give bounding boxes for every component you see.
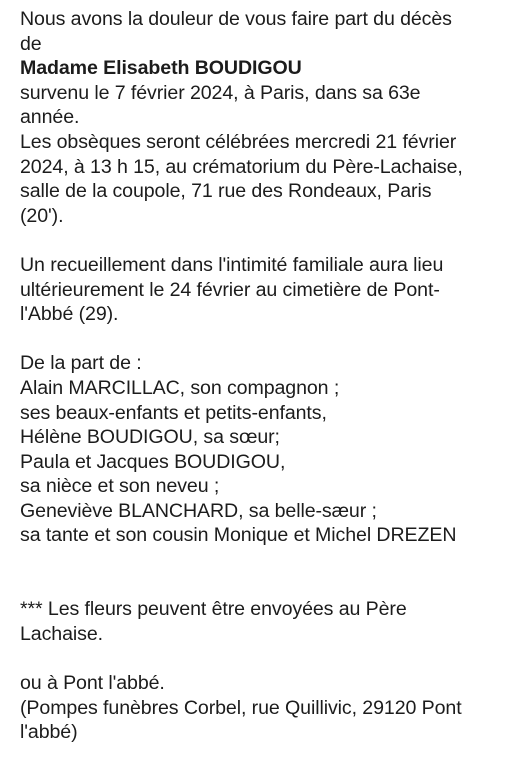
funeral-info-line: Les obsèques seront célébrées mercredi 21 février <box>20 130 457 153</box>
family-line: sa nièce et son neveu ; <box>20 475 220 498</box>
family-paragraph <box>20 351 520 548</box>
funeral-info-line: 2024, à 13 h 15, au crématorium du Père-Lachaise, <box>20 155 463 178</box>
gathering-info-line: ultérieurement le 24 février au cimetière de Pont- <box>20 278 440 301</box>
intro-line: de <box>20 32 42 55</box>
intro-paragraph <box>20 7 520 228</box>
death-info-line: survenu le 7 février 2024, à Paris, dans sa 63e <box>20 81 421 104</box>
flowers-paragraph <box>20 597 520 646</box>
deceased-name: Madame Elisabeth BOUDIGOU <box>20 57 302 80</box>
funeral-info-line: (20'). <box>20 204 64 227</box>
death-info-line: année. <box>20 106 80 129</box>
gathering-info-line: Un recueillement dans l'intimité familiale aura lieu <box>20 253 444 276</box>
flowers-info-line: *** Les fleurs peuvent être envoyées au Père <box>20 598 407 621</box>
spacer <box>20 646 520 671</box>
gathering-info-line: l'Abbé (29). <box>20 303 119 326</box>
alt-paragraph <box>20 671 520 745</box>
family-line: Geneviève BLANCHARD, sa belle-sæur ; <box>20 499 377 522</box>
spacer <box>20 548 520 597</box>
alt-info-line: ou à Pont l'abbé. <box>20 672 165 695</box>
spacer <box>20 228 520 253</box>
family-line: Alain MARCILLAC, son compagnon ; <box>20 376 340 399</box>
intro-line: Nous avons la douleur de vous faire part du décès <box>20 8 452 30</box>
alt-info-line: l'abbé) <box>20 721 78 744</box>
family-line: Paula et Jacques BOUDIGOU, <box>20 450 286 473</box>
family-line: sa tante et son cousin Monique et Michel DREZEN <box>20 524 457 547</box>
obituary-notice <box>20 7 520 745</box>
flowers-info-line: Lachaise. <box>20 622 103 645</box>
alt-info-line: (Pompes funèbres Corbel, rue Quillivic, 29120 Pont <box>20 696 462 719</box>
from-heading: De la part de : <box>20 352 142 375</box>
family-line: ses beaux-enfants et petits-enfants, <box>20 401 327 424</box>
spacer <box>20 327 520 352</box>
family-line: Hélène BOUDIGOU, sa sœur; <box>20 426 280 449</box>
gathering-paragraph <box>20 253 520 327</box>
funeral-info-line: salle de la coupole, 71 rue des Rondeaux, Paris <box>20 180 432 203</box>
